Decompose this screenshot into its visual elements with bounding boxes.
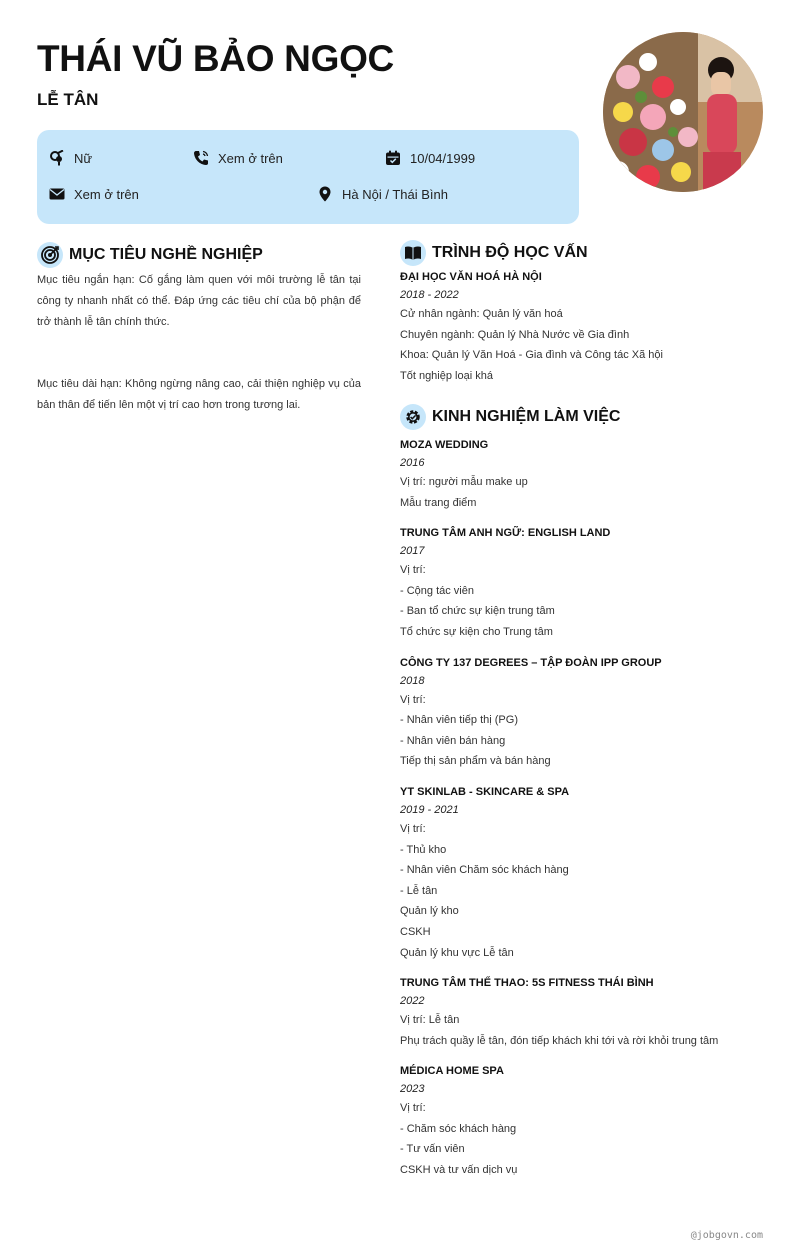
experience-line: Vị trí: <box>400 693 426 706</box>
education-title: TRÌNH ĐỘ HỌC VẤN <box>432 244 588 261</box>
experience-line: Tiếp thị sản phẩm và bán hàng <box>400 755 551 768</box>
experience-line: Vị trí: <box>400 564 426 577</box>
email-field <box>49 186 139 202</box>
experience-line: Vị trí: <box>400 1102 426 1115</box>
education-line: Khoa: Quản lý Văn Hoá - Gia đình và Công tác Xã hội <box>400 349 663 362</box>
email-value: Xem ở trên <box>74 186 139 202</box>
objective-short-term: Mục tiêu ngắn hạn: Cố gắng làm quen với môi trường lễ tân tại công ty nhanh nhất có thể. Đáp ứng các tiêu chí của bộ phận để trở thành lễ tân chính thức. <box>37 274 361 328</box>
experience-org: TRUNG TÂM THỂ THAO: 5S FITNESS THÁI BÌNH <box>400 977 654 990</box>
experience-line: - Lễ tân <box>400 884 438 897</box>
book-icon <box>400 240 426 266</box>
gender-value: Nữ <box>74 150 93 166</box>
experience-line: CSKH và tư vấn dịch vụ <box>400 1164 518 1177</box>
experience-org: MÉDICA HOME SPA <box>400 1065 504 1078</box>
watermark: @jobgovn.com <box>690 1230 763 1241</box>
experience-line: - Chăm sóc khách hàng <box>400 1122 517 1135</box>
experience-org: MOZA WEDDING <box>400 439 489 451</box>
address-field <box>317 186 448 202</box>
envelope-icon <box>49 186 65 202</box>
experience-period: 2019 - 2021 <box>400 803 459 816</box>
experience-line: - Ban tổ chức sự kiện trung tâm <box>400 605 555 618</box>
experience-item <box>400 1062 780 1180</box>
phone-icon <box>193 150 209 166</box>
address-value: Hà Nội / Thái Bình <box>342 186 448 202</box>
target-icon <box>37 242 63 268</box>
education-heading <box>400 240 588 266</box>
avatar <box>603 32 763 192</box>
phone-field <box>193 150 283 166</box>
contact-info-box <box>37 130 579 224</box>
candidate-name: THÁI VŨ BẢO NGỌC <box>37 38 394 79</box>
experience-period: 2017 <box>400 545 425 558</box>
experience-line: Phụ trách quầy lễ tân, đón tiếp khách khi tới và rời khỏi trung tâm <box>400 1034 719 1047</box>
experience-item <box>400 974 780 1051</box>
objective-title: MỤC TIÊU NGHỀ NGHIỆP <box>69 246 263 263</box>
experience-line: - Nhân viên tiếp thị (PG) <box>400 714 518 727</box>
experience-org: TRUNG TÂM ANH NGỮ: ENGLISH LAND <box>400 527 611 540</box>
calendar-icon <box>385 150 401 166</box>
phone-value: Xem ở trên <box>218 150 283 166</box>
experience-list <box>400 436 780 1192</box>
experience-line: - Nhân viên bán hàng <box>400 734 506 747</box>
education-school: ĐẠI HỌC VĂN HOÁ HÀ NỘI <box>400 271 542 283</box>
experience-line: - Nhân viên Chăm sóc khách hàng <box>400 864 569 877</box>
gender-icon <box>49 150 65 166</box>
experience-line: Vị trí: người mẫu make up <box>400 476 528 488</box>
education-line: Cử nhân ngành: Quản lý văn hoá <box>400 308 563 320</box>
experience-line: Mẫu trang điểm <box>400 496 477 509</box>
birthday-value: 10/04/1999 <box>410 150 476 166</box>
experience-line: CSKH <box>400 925 431 938</box>
experience-line: Quản lý khu vực Lễ tân <box>400 946 514 959</box>
education-entry <box>400 268 780 386</box>
experience-line: - Cộng tác viên <box>400 584 474 597</box>
experience-period: 2023 <box>400 1083 425 1096</box>
birthday-field <box>385 150 475 166</box>
experience-period: 2016 <box>400 457 425 469</box>
experience-item <box>400 436 780 513</box>
objective-long-term: Mục tiêu dài hạn: Không ngừng nâng cao, cải thiện nghiệp vụ của bản thân để tiến lên một vị trí cao hơn trong tương lai. <box>37 378 361 411</box>
education-line: Chuyên ngành: Quản lý Nhà Nước về Gia đình <box>400 328 630 341</box>
experience-line: - Tư vấn viên <box>400 1143 465 1156</box>
experience-period: 2018 <box>400 674 425 687</box>
experience-line: Quản lý kho <box>400 905 459 918</box>
experience-title: KINH NGHIỆM LÀM VIỆC <box>432 408 621 425</box>
experience-org: YT SKINLAB - SKINCARE & SPA <box>400 785 570 798</box>
experience-org: CÔNG TY 137 DEGREES – TẬP ĐOÀN IPP GROUP <box>400 656 662 669</box>
experience-item <box>400 524 780 642</box>
candidate-role: LỄ TÂN <box>37 90 99 109</box>
experience-period: 2022 <box>400 995 425 1008</box>
education-period: 2018 - 2022 <box>400 289 459 301</box>
experience-heading <box>400 404 620 430</box>
experience-line: Tổ chức sự kiện cho Trung tâm <box>400 625 553 638</box>
experience-line: Vị trí: Lễ tân <box>400 1014 460 1027</box>
gear-icon <box>400 404 426 430</box>
map-pin-icon <box>317 186 333 202</box>
gender-field <box>49 150 92 166</box>
experience-line: - Thủ kho <box>400 843 447 856</box>
objective-heading <box>37 242 263 268</box>
education-line: Tốt nghiệp loại khá <box>400 369 493 382</box>
experience-item <box>400 654 780 772</box>
experience-item <box>400 783 780 963</box>
experience-line: Vị trí: <box>400 822 426 835</box>
